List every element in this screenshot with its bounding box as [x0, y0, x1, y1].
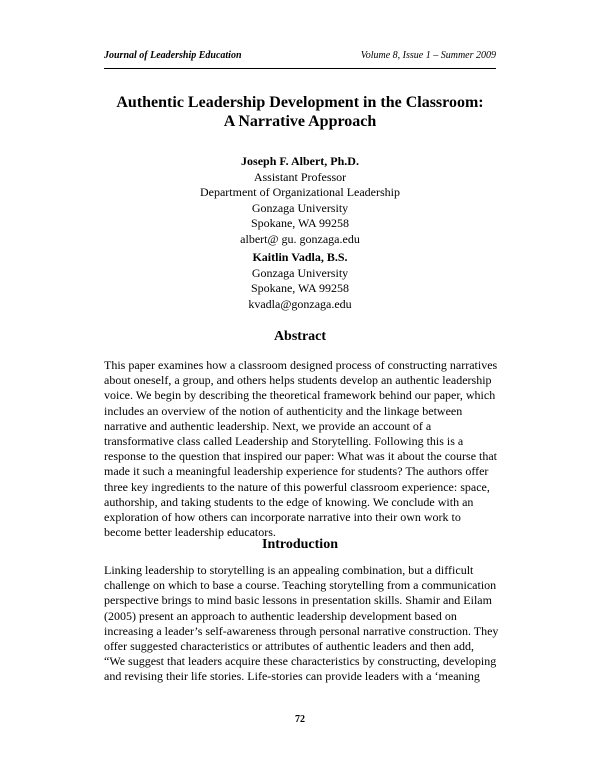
abstract-body: [104, 358, 496, 540]
text-line: authorship, and taking students to the edge of knowing. We conclude with an: [104, 494, 474, 509]
text-line: response to the question that inspired our paper: What was it about the course that: [104, 449, 498, 464]
author-city: Spokane, WA 99258: [250, 216, 350, 230]
text-line: increasing a leader’s self-awareness through personal narrative construction. They: [104, 623, 499, 638]
paper-title: [60, 93, 540, 131]
author-name: Joseph F. Albert, Ph.D.: [241, 154, 359, 168]
author-email: albert@ gu. gonzaga.edu: [240, 231, 360, 246]
text-line: Linking leadership to storytelling is an appealing combination, but a difficult: [104, 563, 474, 577]
text-line: “We suggest that leaders acquire these characteristics by constructing, developing: [104, 654, 497, 669]
author-email: kvadla@gonzaga.edu: [248, 296, 352, 311]
text-line: (2005) present an approach to authentic leadership development based on: [104, 608, 457, 623]
text-line: challenge on which to base a course. Teaching storytelling from a communication: [104, 578, 497, 593]
text-line: includes an overview of the notion of authenticity and the linkage between: [104, 403, 463, 418]
issue-info: Volume 8, Issue 1 – Summer 2009: [360, 50, 496, 61]
abstract-heading: Abstract: [273, 329, 327, 344]
text-line: offer suggested characteristics or attributes of authentic leaders and then add,: [104, 639, 474, 654]
text-line: voice. We begin by describing the theoretical framework behind our paper, which: [104, 388, 496, 403]
page-number: 72: [295, 714, 305, 725]
text-line: transformative class called Leadership and Storytelling. Following this is a: [104, 434, 464, 449]
journal-name: Journal of Leadership Education: [104, 50, 242, 61]
text-line: three key ingredients to the nature of this powerful classroom experience: space,: [104, 479, 490, 494]
text-line: and revising their life stories. Life-stories can provide leaders with a ‘meaning: [104, 669, 480, 684]
text-line: perspective brings to mind basic lessons in presentation skills. Shamir and Eilam: [104, 593, 492, 608]
text-line: about oneself, a group, and others helps students develop an authentic leadership: [104, 373, 492, 388]
author-city: Spokane, WA 99258: [250, 281, 350, 295]
text-line: made it such a meaningful leadership experience for students? The authors offer: [104, 464, 489, 479]
introduction-heading: Introduction: [262, 537, 338, 552]
title-line-1: Authentic Leadership Development in the Classroom:: [116, 94, 484, 111]
text-line: become better leadership educators.: [104, 525, 276, 540]
author-institution: Gonzaga University: [251, 200, 349, 215]
header-divider: [104, 68, 496, 69]
text-line: exploration of how others can incorporate narrative into their own work to: [104, 510, 461, 525]
running-header: [104, 50, 496, 61]
text-line: This paper examines how a classroom designed process of constructing narratives: [104, 358, 498, 372]
title-line-2: A Narrative Approach: [223, 113, 377, 130]
author-name: Kaitlin Vadla, B.S.: [252, 250, 348, 264]
introduction-body: [104, 563, 499, 685]
author-institution: Gonzaga University: [251, 265, 349, 280]
author-department: Department of Organizational Leadership: [199, 185, 401, 199]
author-block-1: [100, 154, 500, 247]
author-block-2: [100, 250, 500, 312]
author-title: Assistant Professor: [253, 169, 347, 184]
text-line: narrative and authentic leadership. Next, we provide an account of a: [104, 418, 432, 433]
